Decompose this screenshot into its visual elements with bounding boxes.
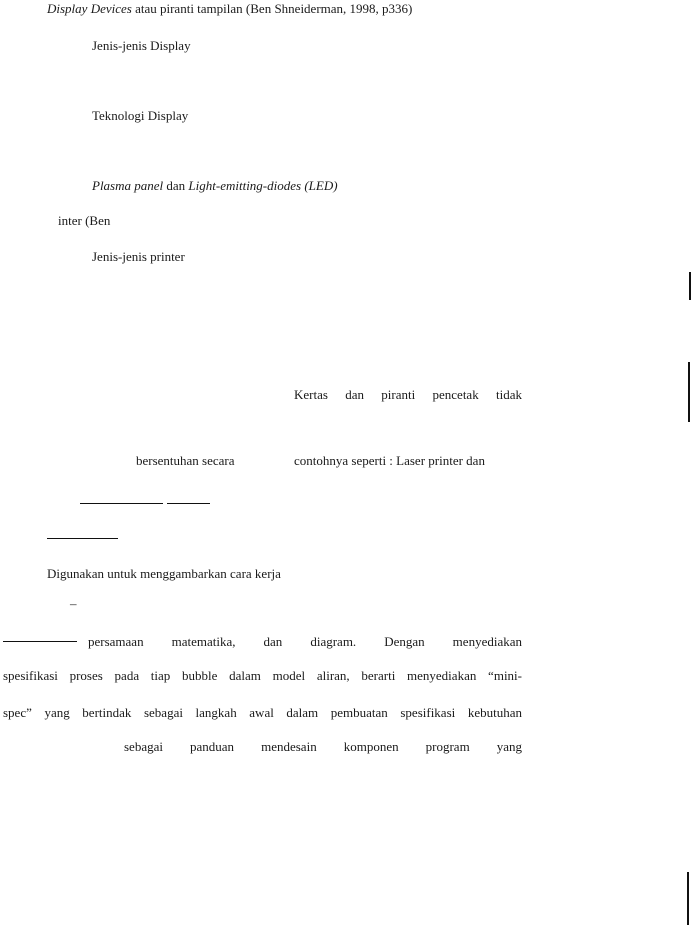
paragraph-line-1: persamaan matematika, dan diagram. Dengan menyediakan xyxy=(88,634,522,649)
paragraph-line-2: spesifikasi proses pada tiap bubble dalam model aliran, berarti menyediakan “mini- xyxy=(3,668,522,683)
underline-rule-2 xyxy=(167,503,210,504)
nonimpact-line-1: Kertas dan piranti pencetak tidak xyxy=(294,387,522,402)
paragraph-line-3: spec” yang bertindak sebagai langkah awal dalam pembuatan spesifikasi kebutuhan xyxy=(3,705,522,720)
plasma-led-line xyxy=(92,178,338,194)
printer-fragment: inter (Ben xyxy=(58,213,111,228)
led-term: Light-emitting-diodes (LED) xyxy=(188,178,338,193)
nonimpact-line-2-right: contohnya seperti : Laser printer dan xyxy=(294,453,485,468)
intro-line xyxy=(47,1,412,17)
nonimpact-line-2-left: bersentuhan secara xyxy=(136,453,235,468)
heading-display-types: Jenis-jenis Display xyxy=(92,38,191,53)
margin-bar-top xyxy=(689,272,691,300)
underline-rule-4 xyxy=(3,641,77,642)
margin-bar-middle xyxy=(688,362,690,422)
display-devices-term: Display Devices xyxy=(47,1,132,16)
intro-line-text: atau piranti tampilan (Ben Shneiderman, 1998, p336) xyxy=(131,1,413,16)
margin-bar-bottom xyxy=(687,872,689,925)
digunakan-line: Digunakan untuk menggambarkan cara kerja xyxy=(47,566,281,581)
plasma-panel-term: Plasma panel xyxy=(92,178,164,193)
underline-rule-3 xyxy=(47,538,118,539)
dash-mark: – xyxy=(70,596,77,611)
heading-printer-types: Jenis-jenis printer xyxy=(92,249,185,264)
paragraph-line-4: sebagai panduan mendesain komponen program yang xyxy=(124,739,522,754)
underline-rule-1 xyxy=(80,503,163,504)
heading-display-technology: Teknologi Display xyxy=(92,108,189,123)
plasma-led-connector: dan xyxy=(163,178,189,193)
